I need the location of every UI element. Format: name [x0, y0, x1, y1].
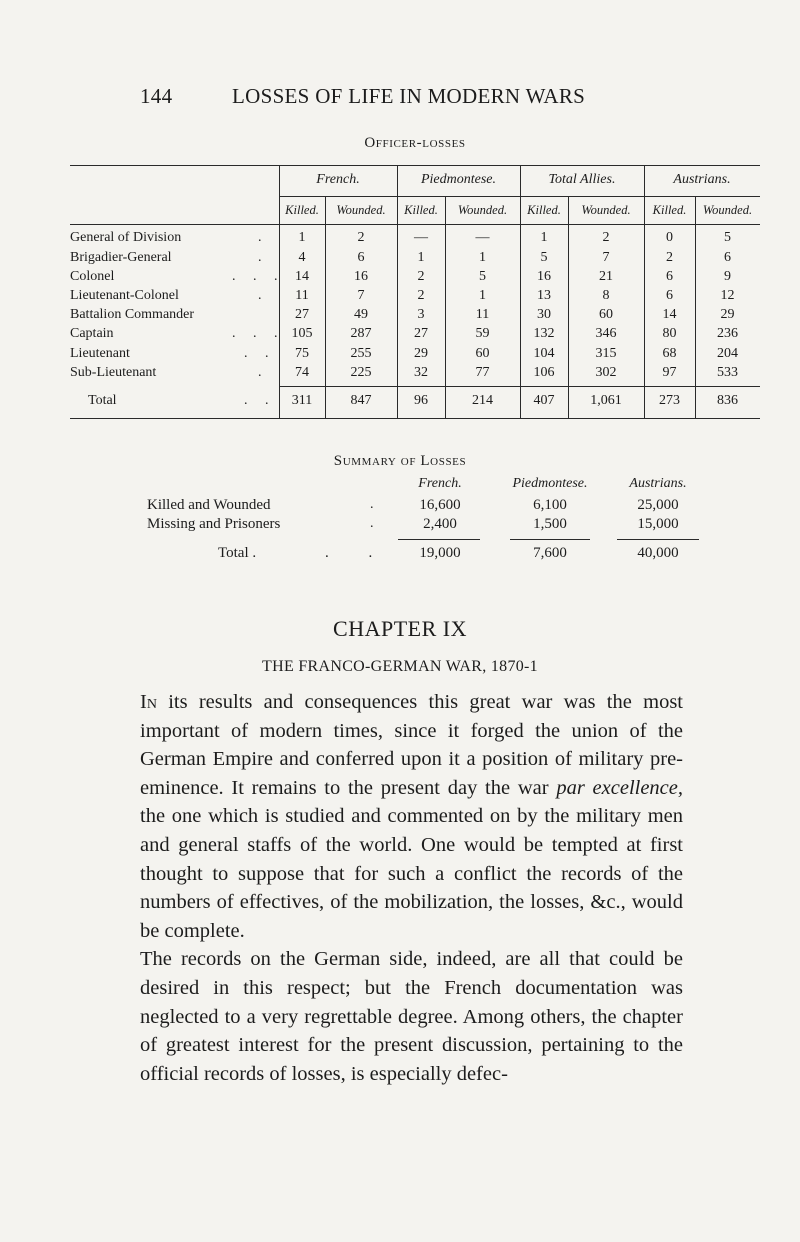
paragraph: The records on the German side, indeed, are all that could be desired in this respect; but the French documentation was neglected to a very regrettable degree. Among others, the chapter of greatest interest for the present discussion, pertaining to the official records of losses, is especially defec-	[140, 948, 683, 1085]
subhead-killed: Killed.	[527, 203, 561, 217]
leader-dots: .	[258, 288, 269, 303]
group-header-french: French.	[316, 172, 360, 187]
subhead-killed: Killed.	[285, 203, 319, 217]
summary-cell: 6,100	[533, 497, 567, 513]
table-cell: 7	[602, 250, 610, 265]
table-cell: 97	[662, 365, 677, 380]
table-cell: 16	[537, 269, 551, 284]
table-cell: 5	[540, 250, 548, 265]
summary-total-cell: 19,000	[419, 545, 461, 561]
leader-dots: . .	[244, 393, 276, 408]
table-cell: 11	[295, 288, 309, 303]
group-header-total-allies: Total Allies.	[548, 172, 616, 187]
total-cell: 836	[717, 393, 738, 408]
table-cell: 302	[595, 365, 617, 380]
leader-dots: .	[258, 365, 269, 380]
summary-total-rule	[617, 539, 699, 540]
summary-cell: 2,400	[423, 516, 457, 532]
summary-title: Summary of Losses	[333, 453, 467, 469]
table-cell: 49	[354, 307, 368, 322]
subhead-killed: Killed.	[652, 203, 687, 217]
total-rule	[325, 386, 397, 387]
table-cell: 2	[602, 230, 610, 245]
subhead-wounded: Wounded.	[336, 203, 386, 217]
leader-dots: . . .	[232, 269, 285, 284]
summary-total-dots: . .	[325, 545, 391, 561]
table-cell: 2	[666, 250, 673, 265]
table-cell: 29	[414, 346, 428, 361]
table-cell: 27	[414, 326, 428, 341]
leader-dots: . . .	[232, 326, 285, 341]
table-cell: 6	[666, 269, 673, 284]
total-cell: 311	[291, 393, 313, 408]
paragraph	[140, 688, 683, 945]
summary-cell: 15,000	[637, 516, 679, 532]
total-rule	[279, 386, 325, 387]
table-cell: 60	[475, 346, 490, 361]
table-cell: 6	[357, 250, 365, 265]
table-cell: 11	[475, 307, 490, 322]
total-cell: 407	[533, 393, 555, 408]
summary-col-french: French.	[418, 476, 462, 491]
table-cell: 14	[295, 269, 309, 284]
table-cell: 9	[724, 269, 731, 284]
summary-total-label: Total .	[218, 545, 257, 561]
leader-dot: .	[370, 497, 374, 512]
paragraph-text: its results and consequences this great war was the most important of modern times, since it forged the union of the German Empire and conferred upon it a position of military pre-eminence. It remains to the present day the war	[140, 691, 683, 799]
total-rule	[695, 386, 760, 387]
table-cell: 13	[537, 288, 551, 303]
total-rule	[644, 386, 695, 387]
total-cell: 273	[659, 393, 680, 408]
table-cell: 5	[724, 230, 731, 245]
summary-total-rule	[510, 539, 590, 540]
table-cell: —	[475, 230, 490, 245]
table-cell: 6	[724, 250, 731, 265]
table-cell: 80	[662, 326, 677, 341]
table-cell: 255	[350, 346, 372, 361]
summary-row-label: Killed and Wounded	[147, 497, 271, 513]
summary-cell: 25,000	[637, 497, 679, 513]
table-cell: 236	[717, 326, 738, 341]
table-cell: 132	[533, 326, 555, 341]
table-cell: 2	[417, 288, 425, 303]
table-cell: 77	[475, 365, 490, 380]
table-cell: 2	[417, 269, 425, 284]
table-cell: 106	[533, 365, 555, 380]
table-cell: 59	[475, 326, 490, 341]
total-rule	[520, 386, 568, 387]
header-bottom-rule	[70, 224, 760, 225]
table-cell: 30	[537, 307, 551, 322]
table-cell: 29	[720, 307, 735, 322]
table-cell: 16	[354, 269, 368, 284]
lead-word: In	[140, 691, 157, 713]
row-label: Lieutenant	[70, 346, 130, 361]
row-label: Colonel	[70, 269, 115, 284]
group-header-piedmontese: Piedmontese.	[420, 172, 497, 187]
table-cell: 1	[298, 230, 306, 245]
total-rule	[568, 386, 644, 387]
table-cell: 4	[298, 250, 306, 265]
table-cell: 1	[479, 288, 486, 303]
table-cell: 1	[479, 250, 486, 265]
officer-table-caption: Officer-losses	[364, 135, 466, 151]
table-cell: 225	[350, 365, 372, 380]
subhead-wounded: Wounded.	[581, 203, 631, 217]
table-cell: 533	[717, 365, 738, 380]
total-cell: 96	[414, 393, 428, 408]
summary-total-rule	[398, 539, 480, 540]
total-row-label: Total	[88, 393, 117, 408]
row-label: Lieutenant-Colonel	[70, 288, 179, 303]
table-cell: 346	[595, 326, 617, 341]
summary-row-label: Missing and Prisoners	[147, 516, 281, 532]
row-label: Sub-Lieutenant	[70, 365, 157, 380]
summary-total-cell: 40,000	[637, 545, 679, 561]
table-cell: 12	[720, 288, 735, 303]
table-cell: 104	[533, 346, 555, 361]
subhead-wounded: Wounded.	[702, 203, 753, 217]
table-cell: 14	[662, 307, 677, 322]
table-cell: 105	[291, 326, 313, 341]
row-label: Battalion Commander	[70, 307, 195, 322]
table-cell: —	[414, 230, 428, 245]
table-cell: 75	[295, 346, 309, 361]
table-top-rule	[70, 165, 760, 166]
table-cell: 7	[357, 288, 365, 303]
table-cell: 32	[414, 365, 428, 380]
summary-cell: 1,500	[533, 516, 567, 532]
table-cell: 0	[666, 230, 673, 245]
total-rule	[397, 386, 445, 387]
table-cell: 27	[295, 307, 309, 322]
subhead-wounded: Wounded.	[457, 203, 508, 217]
summary-cell: 16,600	[419, 497, 461, 513]
leader-dots: .	[258, 230, 269, 245]
table-cell: 21	[599, 269, 613, 284]
paragraph-text: the one which is studied and commented on by the military men and general staffs of the world. One would be tempted at first thought to suppose that for such a conflict the records of the numbers of effectives, of the mobilization, the losses, &c., would be complete.	[140, 805, 683, 942]
summary-col-austrians: Austrians.	[629, 476, 687, 491]
summary-col-piedmontese: Piedmontese.	[512, 476, 588, 491]
table-cell: 74	[295, 365, 309, 380]
total-cell: 847	[350, 393, 372, 408]
table-cell: 1	[417, 250, 425, 265]
group-header-austrians: Austrians.	[673, 172, 731, 187]
table-cell: 6	[666, 288, 673, 303]
table-cell: 3	[417, 307, 425, 322]
table-bottom-rule	[70, 418, 760, 419]
table-cell: 204	[717, 346, 738, 361]
subhead-killed: Killed.	[404, 203, 438, 217]
leader-dots: . .	[244, 346, 276, 361]
row-label: Brigadier-General	[70, 250, 172, 265]
total-cell: 1,061	[590, 393, 622, 408]
chapter-title: THE FRANCO-GERMAN WAR, 1870-1	[262, 658, 538, 675]
table-cell: 1	[540, 230, 548, 245]
total-cell: 214	[472, 393, 493, 408]
italic-phrase: par excellence,	[556, 776, 684, 799]
table-cell: 2	[357, 230, 365, 245]
leader-dots: .	[258, 250, 269, 265]
summary-total-cell: 7,600	[533, 545, 567, 561]
chapter-body	[140, 688, 683, 1088]
chapter-number: CHAPTER IX	[333, 616, 467, 641]
table-cell: 60	[599, 307, 613, 322]
table-cell: 68	[662, 346, 677, 361]
table-cell: 5	[479, 269, 486, 284]
table-cell: 287	[350, 326, 372, 341]
total-rule	[445, 386, 520, 387]
row-label: General of Division	[70, 230, 182, 245]
leader-dot: .	[370, 516, 374, 531]
running-title: LOSSES OF LIFE IN MODERN WARS	[232, 84, 586, 108]
row-label: Captain	[70, 326, 114, 341]
page-number: 144	[140, 84, 173, 108]
table-cell: 8	[602, 288, 610, 303]
table-cell: 315	[595, 346, 617, 361]
